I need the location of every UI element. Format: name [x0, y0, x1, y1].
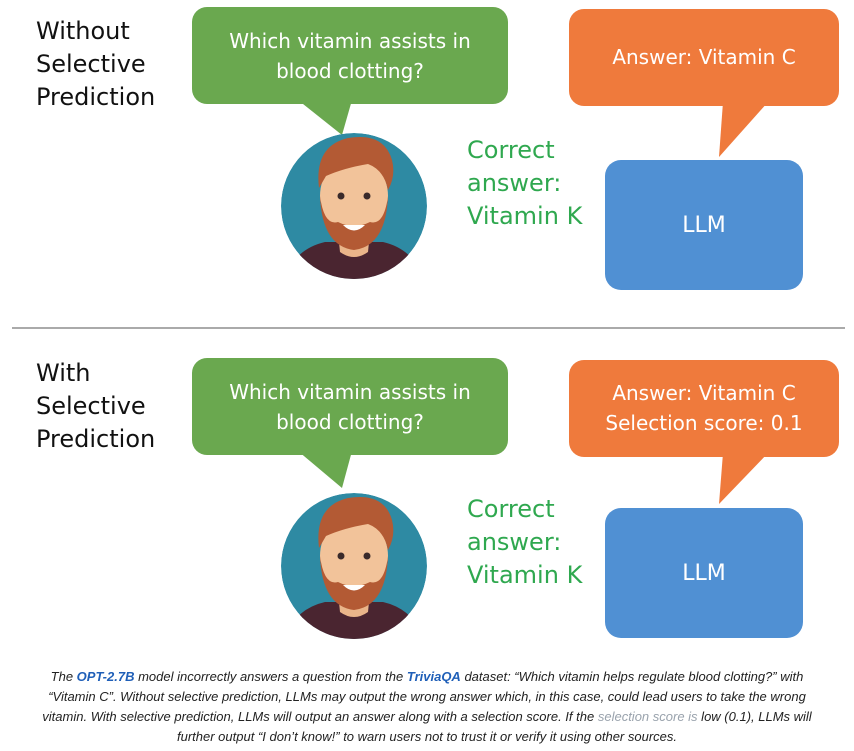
correct-answer-top: Correct answer: Vitamin K	[467, 136, 583, 230]
avatar-icon-bottom	[280, 493, 428, 650]
figure-caption: The OPT-2.7B model incorrectly answers a question from the TriviaQA dataset: “Which vitamin helps regulate blood clotting?” with “Vitamin C”. Without selective prediction, LLMs may output the wrong answer which, in this case, could lead users to take the wrong vitamin. With selective prediction, LLMs will output an answer along with a selection score. If the selection score is low (0.1), LLMs will further output “I don’t know!” to warn users not to trust it or verify it using other sources.	[42, 669, 812, 744]
question-text-top: Which vitamin assists in blood clotting?	[229, 29, 471, 83]
answer-text-top: Answer: Vitamin C	[612, 45, 796, 69]
dataset-link[interactable]: TriviaQA	[406, 669, 461, 684]
llm-box-bottom: LLM	[605, 508, 803, 638]
llm-box-top: LLM	[605, 160, 803, 290]
answer-text-bottom: Answer: Vitamin C Selection score: 0.1	[605, 381, 803, 435]
section-label-bottom: With Selective Prediction	[36, 359, 156, 453]
section-label-top: Without Selective Prediction	[36, 17, 156, 111]
question-text-bottom: Which vitamin assists in blood clotting?	[229, 380, 471, 434]
answer-bubble-top	[569, 9, 839, 157]
model-link[interactable]: OPT-2.7B	[76, 669, 135, 684]
correct-answer-bottom: Correct answer: Vitamin K	[467, 495, 583, 589]
avatar-icon-top	[280, 133, 428, 290]
